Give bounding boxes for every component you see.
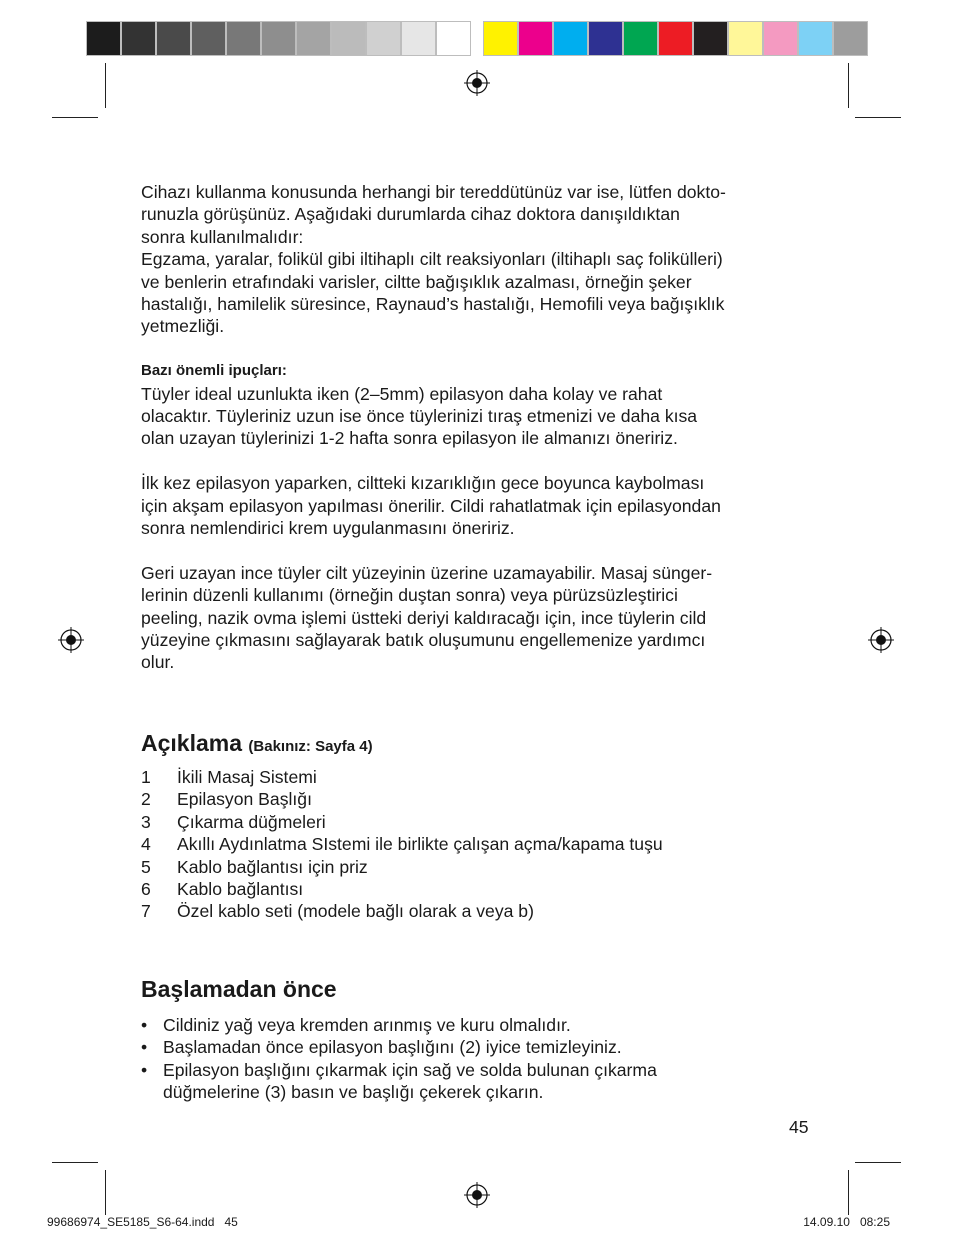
description-heading bbox=[141, 729, 373, 761]
list-item bbox=[141, 833, 663, 855]
crop-mark bbox=[52, 1162, 98, 1163]
crop-mark bbox=[52, 117, 98, 118]
intro-paragraph: Cihazı kullanma konusunda herhangi bir tereddütünüz var ise, lütfen dokto- runuzla görüşünüz. Aşağıdaki durumlarda cihaz doktora danışıldıktan sonra kullanılmalıdır: Egzama, yaralar, folikül gibi iltihaplı cilt reaksiyonları (iltihaplı saç folikülleri) ve benlerin etrafındaki varisler, ciltte bağışıklık azalması, örneğin şeker hastalığı, hamilelik süresince, Raynaud’s hastalığı, Hemofili veya bağışıklık yetmezliği. bbox=[141, 182, 726, 337]
tips-heading: Bazı önemli ipuçları: bbox=[141, 362, 287, 380]
color-swatch bbox=[296, 21, 331, 56]
description-title: Açıklama bbox=[141, 730, 243, 756]
item-text: Kablo bağlantısı bbox=[177, 879, 304, 900]
registration-mark-icon bbox=[464, 1182, 490, 1208]
item-text: Cildiniz yağ veya kremden arınmış ve kuru olmalıdır. bbox=[163, 1015, 571, 1035]
tips-section bbox=[141, 360, 821, 450]
item-text: Epilasyon Başlığı bbox=[177, 789, 312, 810]
description-page-ref: (Bakınız: Sayfa 4) bbox=[248, 738, 373, 755]
registration-mark-icon bbox=[464, 70, 490, 96]
color-swatch bbox=[156, 21, 191, 56]
list-item bbox=[141, 878, 663, 900]
footer-filename: 99686974_SE5185_S6-64.indd 45 bbox=[47, 1215, 238, 1229]
item-text: İkili Masaj Sistemi bbox=[177, 767, 317, 787]
registration-mark-icon bbox=[58, 627, 84, 653]
color-swatch bbox=[658, 21, 693, 56]
bullet-icon: • bbox=[141, 1015, 148, 1035]
item-number: 7 bbox=[141, 901, 151, 922]
list-item bbox=[141, 811, 663, 833]
color-swatch bbox=[553, 21, 588, 56]
list-item bbox=[141, 766, 663, 788]
cmyk-color-bar bbox=[483, 21, 868, 56]
item-number: 3 bbox=[141, 811, 151, 832]
item-text: Kablo bağlantısı için priz bbox=[177, 856, 368, 877]
crop-mark bbox=[848, 63, 849, 108]
tips-paragraph-1: Tüyler ideal uzunlukta iken (2–5mm) epilasyon daha kolay ve rahat olacaktır. Tüyleriniz uzun ise önce tüylerinizi tıraş etmenizi ve daha kısa olan uzayan tüylerinizi 1-2 hafta sonra epilasyon ile almanızı öneririz. bbox=[141, 383, 698, 449]
bullet-icon: • bbox=[141, 1037, 148, 1058]
color-swatch bbox=[261, 21, 296, 56]
item-number: 2 bbox=[141, 789, 151, 810]
crop-mark bbox=[105, 1170, 106, 1215]
list-item bbox=[141, 1014, 821, 1036]
color-swatch bbox=[798, 21, 833, 56]
color-swatch bbox=[833, 21, 868, 56]
registration-mark-icon bbox=[868, 627, 894, 653]
tips-paragraph-2: İlk kez epilasyon yaparken, ciltteki kızarıklığın gece boyunca kaybolması için akşam epilasyon yapılması önerilir. Cildi rahatlatmak için epilasyondan sonra nemlendirici krem uygulanmasını öneririz. bbox=[141, 473, 721, 539]
color-swatch bbox=[763, 21, 798, 56]
before-start-list bbox=[141, 1014, 821, 1104]
color-swatch bbox=[436, 21, 471, 56]
body-text bbox=[141, 181, 821, 674]
color-swatch bbox=[121, 21, 156, 56]
list-item bbox=[141, 1036, 821, 1058]
item-number: 4 bbox=[141, 834, 151, 855]
item-number: 6 bbox=[141, 879, 151, 900]
item-text: Epilasyon başlığını çıkarmak için sağ ve solda bulunan çıkarma düğmelerine (3) basın ve başlığı çekerek çıkarın. bbox=[163, 1059, 657, 1103]
page-number: 45 bbox=[789, 1117, 809, 1137]
color-swatch bbox=[331, 21, 366, 56]
list-item bbox=[141, 1059, 821, 1104]
grayscale-color-bar bbox=[86, 21, 471, 56]
color-swatch bbox=[226, 21, 261, 56]
color-swatch bbox=[728, 21, 763, 56]
color-swatch bbox=[588, 21, 623, 56]
list-item bbox=[141, 856, 663, 878]
description-list bbox=[141, 766, 663, 923]
item-number: 5 bbox=[141, 856, 151, 877]
color-swatch bbox=[483, 21, 518, 56]
bullet-icon: • bbox=[141, 1059, 148, 1080]
list-item bbox=[141, 900, 663, 922]
item-text: Özel kablo seti (modele bağlı olarak a veya b) bbox=[177, 901, 534, 922]
color-swatch bbox=[86, 21, 121, 56]
crop-mark bbox=[848, 1170, 849, 1215]
color-swatch bbox=[366, 21, 401, 56]
footer-timestamp: 14.09.10 08:25 bbox=[803, 1215, 890, 1229]
crop-mark bbox=[855, 117, 901, 118]
item-number: 1 bbox=[141, 767, 151, 787]
color-swatch bbox=[693, 21, 728, 56]
before-start-heading: Başlamadan önce bbox=[141, 976, 337, 1002]
item-text: Çıkarma düğmeleri bbox=[177, 811, 326, 832]
tips-paragraph-3: Geri uzayan ince tüyler cilt yüzeyinin üzerine uzamayabilir. Masaj sünger- lerinin düzenli kullanımı (örneğin duştan sonra) veya pürüzsüzleştirici peeling, nazik ovma işlemi üstteki deriyi kaldıracağı için, ince tüylerin cild yüzeyine çıkmasını sağlayarak batık oluşumunu engellemenize yardımcı olur. bbox=[141, 562, 713, 673]
item-text: Akıllı Aydınlatma SIstemi ile birlikte çalışan açma/kapama tuşu bbox=[177, 834, 663, 855]
crop-mark bbox=[855, 1162, 901, 1163]
list-item bbox=[141, 788, 663, 810]
color-swatch bbox=[623, 21, 658, 56]
color-swatch bbox=[518, 21, 553, 56]
crop-mark bbox=[105, 63, 106, 108]
color-swatch bbox=[191, 21, 226, 56]
item-text: Başlamadan önce epilasyon başlığını (2) iyice temizleyiniz. bbox=[163, 1037, 622, 1058]
color-swatch bbox=[401, 21, 436, 56]
